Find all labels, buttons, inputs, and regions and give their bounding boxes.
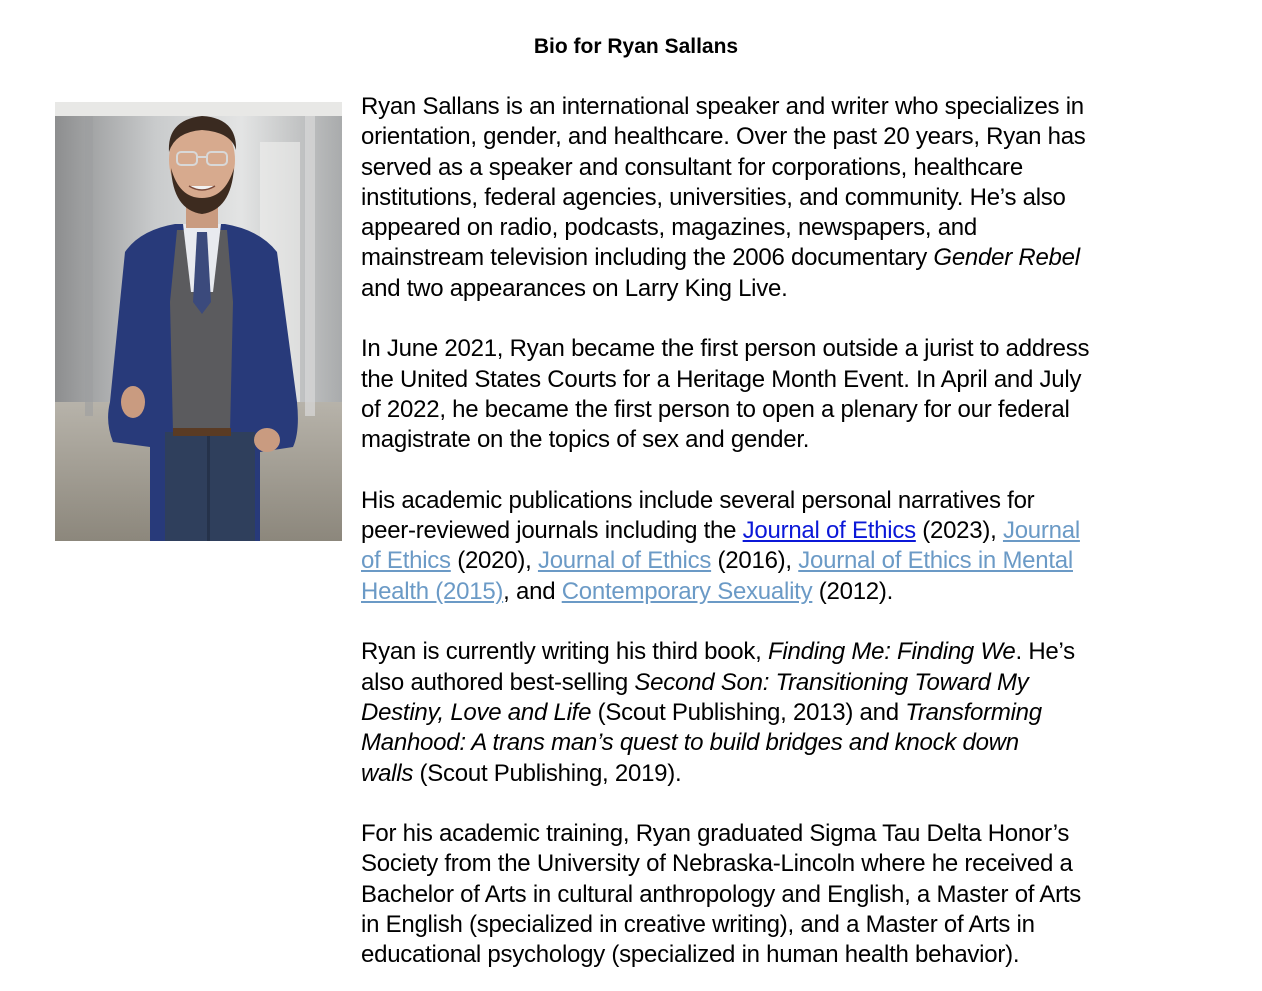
bio-paragraph-books <box>361 637 1161 788</box>
text-line <box>361 728 1161 758</box>
book-title: Destiny, Love and Life <box>361 698 592 726</box>
book-title: Second Son: Transitioning Toward My <box>634 668 1029 696</box>
bio-paragraph-education <box>361 819 1161 970</box>
text-line: orientation, gender, and healthcare. Over the past 20 years, Ryan has <box>361 123 1086 151</box>
book-title: Finding Me: Finding We <box>768 638 1016 666</box>
bio-paragraph-publications <box>361 486 1161 607</box>
text-line: Bachelor of Arts in cultural anthropology and English, a Master of Arts <box>361 880 1081 908</box>
bio-paragraph-intro <box>361 92 1161 304</box>
text-line <box>361 698 1161 728</box>
text-line: appeared on radio, podcasts, magazines, newspapers, and <box>361 214 977 242</box>
text-line: For his academic training, Ryan graduated Sigma Tau Delta Honor’s <box>361 820 1070 848</box>
text-line: magistrate on the topics of sex and gender. <box>361 426 810 454</box>
text-run: . He’s <box>1015 638 1075 666</box>
text-line: served as a speaker and consultant for corporations, healthcare <box>361 153 1023 181</box>
text-run: (2020), <box>450 547 538 575</box>
portrait-photo <box>55 102 342 541</box>
link-journal-of-ethics-2023[interactable]: Journal of Ethics <box>742 517 916 545</box>
text-line: of 2022, he became the first person to open a plenary for our federal <box>361 395 1070 423</box>
link-journal-of-ethics-2016[interactable]: Journal of Ethics <box>537 547 712 575</box>
text-run: , and <box>503 577 562 605</box>
text-run: (2023), <box>915 517 1003 545</box>
documentary-title: Gender Rebel <box>933 244 1080 272</box>
text-line: His academic publications include several personal narratives for <box>361 486 1035 514</box>
text-line: educational psychology (specialized in human health behavior). <box>361 941 1020 969</box>
book-title: Transforming <box>905 698 1042 726</box>
text-run: peer-reviewed journals including the <box>361 517 743 545</box>
text-line <box>361 516 1161 546</box>
bio-paragraph-courts <box>361 334 1161 455</box>
book-title: Manhood: A trans man’s quest to build bridges and knock down <box>361 729 1019 757</box>
text-run: mainstream television including the 2006 documentary <box>361 244 934 272</box>
text-run: (Scout Publishing, 2019). <box>413 759 682 787</box>
text-run: also authored best-selling <box>361 668 635 696</box>
text-run: (Scout Publishing, 2013) and <box>591 698 906 726</box>
book-title: walls <box>361 759 414 787</box>
bio-text <box>361 92 1161 971</box>
text-run: (2016), <box>711 547 799 575</box>
text-line: Society from the University of Nebraska-Lincoln where he received a <box>361 850 1073 878</box>
link-contemporary-sexuality[interactable]: Contemporary Sexuality <box>561 577 813 605</box>
text-line: the United States Courts for a Heritage Month Event. In April and July <box>361 365 1082 393</box>
text-line <box>361 546 1161 576</box>
text-line: In June 2021, Ryan became the first person outside a jurist to address <box>361 335 1090 363</box>
text-line <box>361 759 1161 789</box>
text-line: and two appearances on Larry King Live. <box>361 274 788 302</box>
text-line <box>361 577 1161 607</box>
link-journal-of-ethics-mental-health-cont[interactable]: Health (2015) <box>361 577 504 605</box>
text-line: in English (specialized in creative writing), and a Master of Arts in <box>361 911 1035 939</box>
text-line <box>361 637 1161 667</box>
text-line <box>361 243 1161 273</box>
text-run: (2012). <box>812 577 894 605</box>
text-line <box>361 668 1161 698</box>
link-journal-of-ethics-mental-health[interactable]: Journal of Ethics in Mental <box>798 547 1073 575</box>
text-line: institutions, federal agencies, universities, and community. He’s also <box>361 183 1066 211</box>
link-journal-of-ethics-2020[interactable]: Journal <box>1002 517 1080 545</box>
link-journal-of-ethics-2020-cont[interactable]: of Ethics <box>361 547 451 575</box>
text-line: Ryan Sallans is an international speaker and writer who specializes in <box>361 93 1084 120</box>
text-run: Ryan is currently writing his third book, <box>361 638 768 666</box>
page-title: Bio for Ryan Sallans <box>533 35 739 58</box>
